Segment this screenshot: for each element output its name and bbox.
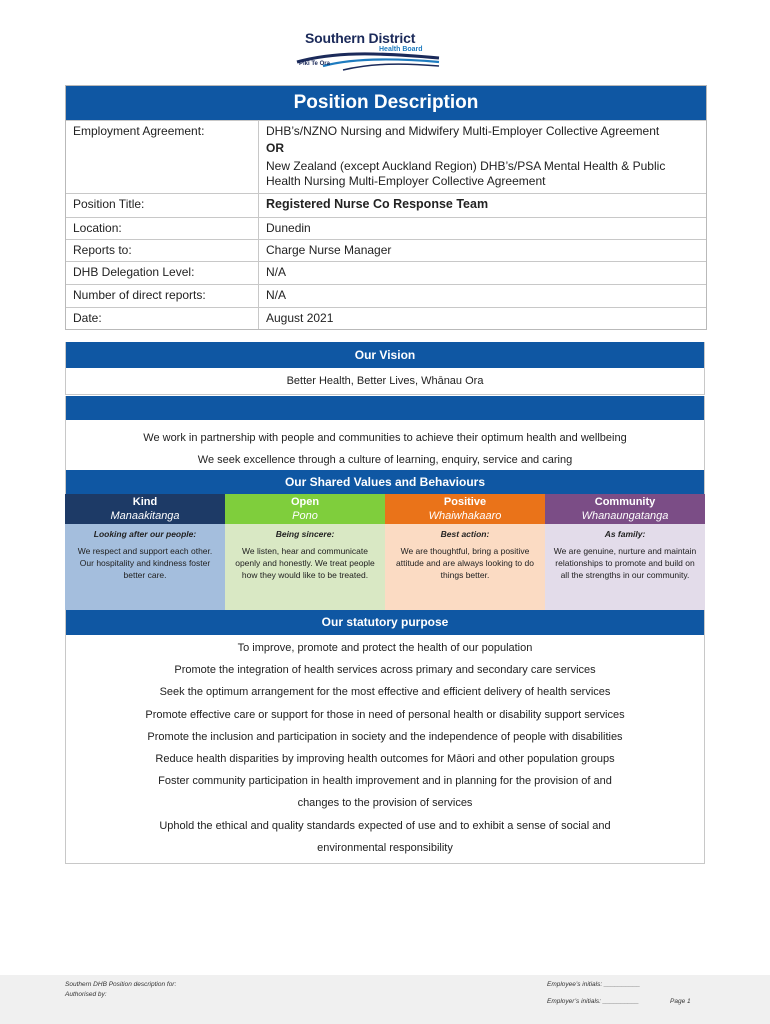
agreement-line-1: DHB’s/NZNO Nursing and Midwifery Multi-Employer Collective Agreement xyxy=(266,124,660,138)
page-title: Position Description xyxy=(66,86,706,120)
page-footer xyxy=(0,975,770,1024)
value-maori: Whaiwhakaaro xyxy=(428,510,502,522)
statutory-heading: Our statutory purpose xyxy=(66,610,704,635)
value-maori: Whanaungatanga xyxy=(581,510,669,522)
value-open xyxy=(225,494,385,610)
statutory-line: Reduce health disparities by improving health outcomes for Māori and other population groups xyxy=(155,752,615,765)
position-title: Registered Nurse Co Response Team xyxy=(266,197,489,211)
row-value: August 2021 xyxy=(266,311,334,325)
value-body xyxy=(65,524,225,610)
value-lead: As family: xyxy=(604,529,646,539)
statutory-line: Seek the optimum arrangement for the most effective and efficient delivery of health services xyxy=(159,686,611,699)
value-header xyxy=(385,494,545,524)
statutory-line: Promote effective care or support for those in need of personal health or disability support services xyxy=(145,708,625,721)
values-heading: Our Shared Values and Behaviours xyxy=(66,470,704,494)
date-row xyxy=(66,307,706,329)
delegation-level-row xyxy=(66,261,706,284)
value-header xyxy=(65,494,225,524)
value-community xyxy=(545,494,705,610)
mission-heading xyxy=(66,396,704,420)
values-grid xyxy=(65,494,705,610)
value-lead: Looking after our people: xyxy=(93,529,197,539)
value-kind xyxy=(65,494,225,610)
value-text: We respect and support each other. Our hospitality and kindness foster better care. xyxy=(77,546,213,580)
agreement-line-2: New Zealand (except Auckland Region) DHB’s/PSA Mental Health & Public Health Nursing Multi-Employer Collective Agreement xyxy=(266,159,666,188)
row-value: N/A xyxy=(266,288,287,302)
statutory-list xyxy=(66,635,704,863)
row-label: Location: xyxy=(66,218,259,239)
southern-dhb-logo xyxy=(293,28,443,74)
mission-line: We work in partnership with people and communities to achieve their optimum health and wellbeing xyxy=(143,432,627,444)
statutory-line: Uphold the ethical and quality standards expected of use and to exhibit a sense of social and xyxy=(159,819,611,832)
agreement-or: OR xyxy=(266,141,284,155)
value-name: Positive xyxy=(443,496,487,508)
statutory-line: environmental responsibility xyxy=(317,841,453,854)
position-title-row xyxy=(66,193,706,217)
statutory-line: To improve, promote and protect the health of our population xyxy=(237,642,533,654)
value-header xyxy=(225,494,385,524)
value-maori: Manaakitanga xyxy=(110,510,180,522)
value-name: Community xyxy=(594,496,656,508)
vision-text: Better Health, Better Lives, Whānau Ora xyxy=(66,368,704,395)
row-label: Reports to: xyxy=(66,240,259,261)
statutory-line: Foster community participation in health improvement and in planning for the provision of and xyxy=(158,775,612,788)
row-value: Dunedin xyxy=(266,221,311,235)
value-name: Kind xyxy=(132,496,158,508)
footer-authorised: Authorised by: xyxy=(65,991,107,998)
row-label: Number of direct reports: xyxy=(66,285,259,307)
row-label: Date: xyxy=(66,308,259,329)
value-header xyxy=(545,494,705,524)
footer-employee-initials: Employee’s initials: __________ xyxy=(547,981,641,988)
mission-section xyxy=(65,396,705,470)
value-text: We are thoughtful, bring a positive attitude and are always looking to do things better. xyxy=(396,546,534,580)
logo-name: Southern District xyxy=(305,30,416,46)
statutory-line: changes to the provision of services xyxy=(297,797,473,810)
row-label: DHB Delegation Level: xyxy=(66,262,259,284)
value-body xyxy=(545,524,705,610)
row-value: Charge Nurse Manager xyxy=(266,243,392,257)
statutory-line: Promote the inclusion and participation in society and the independence of people with disabilities xyxy=(147,730,623,743)
employment-agreement-row xyxy=(66,120,706,193)
mission-line: We seek excellence through a culture of learning, enquiry, service and caring xyxy=(197,454,573,466)
statutory-section xyxy=(65,610,705,864)
value-body xyxy=(225,524,385,610)
values-section xyxy=(65,470,705,494)
value-lead: Best action: xyxy=(440,529,490,539)
location-row xyxy=(66,217,706,239)
statutory-line: Promote the integration of health services across primary and secondary care services xyxy=(174,664,596,677)
vision-heading: Our Vision xyxy=(66,342,704,368)
mission-text xyxy=(66,420,704,470)
value-lead: Being sincere: xyxy=(275,529,335,539)
footer-employer-initials: Employer’s initials: __________ xyxy=(547,998,639,1005)
vision-section xyxy=(65,342,705,395)
row-value: N/A xyxy=(266,265,287,279)
footer-pd-for: Southern DHB Position description for: xyxy=(65,981,177,988)
value-text: We are genuine, nurture and maintain relationships to promote and build on all the strengths in our community. xyxy=(553,546,697,580)
value-maori: Pono xyxy=(292,510,318,522)
value-positive xyxy=(385,494,545,610)
value-body xyxy=(385,524,545,610)
logo-tagline: Piki Te Ora xyxy=(299,61,330,67)
value-text: We listen, hear and communicate openly and honestly. We treat people how they would like to be treated. xyxy=(235,546,375,580)
logo-sub: Health Board xyxy=(379,46,423,53)
value-name: Open xyxy=(290,496,320,508)
footer-page-number: Page 1 xyxy=(670,998,691,1005)
row-label: Employment Agreement: xyxy=(66,121,259,193)
row-value xyxy=(259,121,706,193)
reports-to-row xyxy=(66,239,706,261)
position-description-table xyxy=(65,85,707,330)
row-label: Position Title: xyxy=(66,194,259,217)
direct-reports-row xyxy=(66,284,706,307)
